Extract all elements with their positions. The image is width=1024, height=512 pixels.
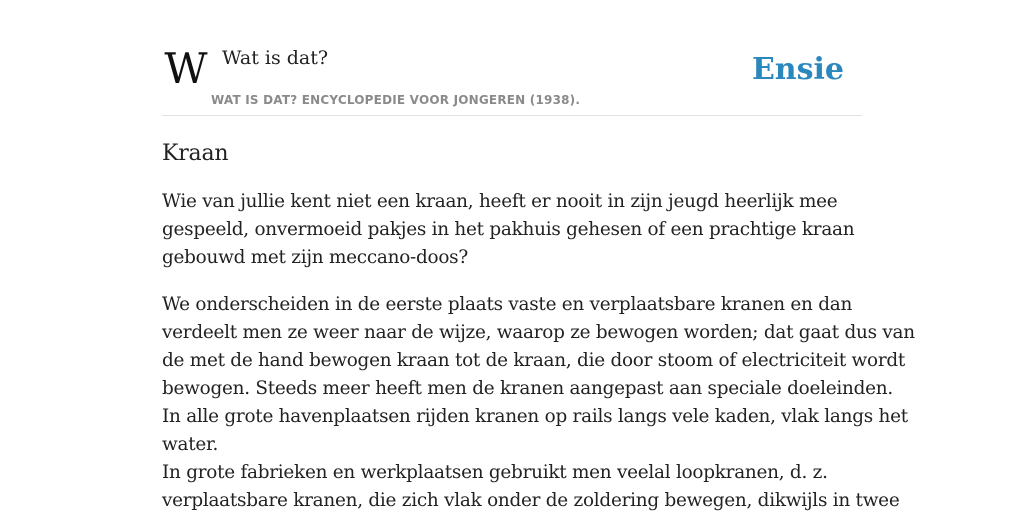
text-line: Wie van jullie kent niet een kraan, heeft er nooit in zijn jeugd heerlijk mee <box>162 191 838 212</box>
text-line: bewogen. Steeds meer heeft men de kranen aangepast aan speciale doeleinden. <box>162 378 893 399</box>
text-line: verplaatsbare kranen, die zich vlak onder de zoldering bewegen, dikwijls in twee <box>162 490 900 511</box>
svg-text:W: W <box>164 50 208 90</box>
article-title: Kraan <box>162 141 229 166</box>
text-line: de met de hand bewogen kraan tot de kraan, die door stoom of electriciteit wordt <box>162 350 906 371</box>
text-line: In alle grote havenplaatsen rijden kranen op rails langs vele kaden, vlak langs het <box>162 406 908 427</box>
text-line: verdeelt men ze weer naar de wijze, waarop ze bewogen worden; dat gaat dus van <box>162 322 915 343</box>
text-line: gebouwd met zijn meccano-doos? <box>162 247 468 268</box>
text-line: water. <box>162 434 219 455</box>
source-subtitle: WAT IS DAT? ENCYCLOPEDIE VOOR JONGEREN (1938). <box>211 93 581 107</box>
article <box>162 136 915 512</box>
site-header <box>162 40 862 116</box>
brand-logo-link[interactable]: Ensie <box>751 52 844 87</box>
text-line: In grote fabrieken en werkplaatsen gebruikt men veelal loopkranen, d. z. <box>162 462 828 483</box>
article-paragraph <box>162 188 864 272</box>
wikipedia-w-icon[interactable] <box>164 50 208 90</box>
source-title[interactable]: Wat is dat? <box>222 47 329 69</box>
text-line: We onderscheiden in de eerste plaats vaste en verplaatsbare kranen en dan <box>162 294 853 315</box>
article-paragraph <box>162 291 915 512</box>
text-line: gespeeld, onvermoeid pakjes in het pakhuis gehesen of een prachtige kraan <box>162 219 855 240</box>
